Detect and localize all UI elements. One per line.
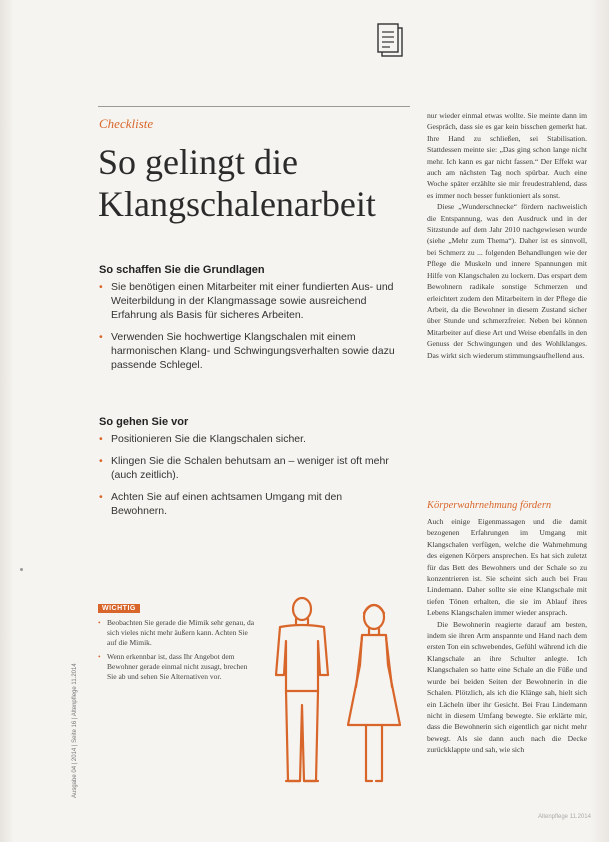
list-item: • Achten Sie auf einen achtsamen Umgang mit den Bewohnern. [99,490,399,518]
notice-list [98,618,258,686]
side-caption-text: Ausgabe 04 | 2014 | Seite 16 | Altenpflege 11.2014 [72,663,78,798]
paragraph: Diese „Wunderschnecke“ fördern nachweislich die Entspannung, was den Ausdruck und in der Sitzstunde auf dem Jahr 2010 nachgewiesen wurde (siehe „Mehr zum Thema“). Daher ist es sinnvoll, bei Schmerz zu ... folgenden Behandlungen wie der Pflege die Muskeln und innere Spannungen mit Hilfe von Klangschalen zu lockern. Das erspart dem Bewohnern radikale sonstige Schmerzen und erleichtert zudem den Mitarbeitern in der Pflege die Arbeit, da die Bewohner in diesem Zustand sicher über Stunde und schmerzfreier. Neben bei können Mitarbeiter auf diese Art und Weise ebenfalls in den Genuss der Schwingungen und des Wohlklanges. Das wirkt sich wiederum stimmungsaufhellend aus. [427,202,587,360]
document-icon [376,22,406,62]
section-heading-body-awareness: Körperwahrnehmung fördern [427,500,552,511]
list-item: • Sie benötigen einen Mitarbeiter mit einer fundierten Aus- und Weiterbildung in der Klangmassage sowie ausreichend Erfahrung als Basis für sicheres Arbeiten. [99,280,399,322]
paragraph: Auch einige Eigenmassagen und die damit bezogenen Erfahrungen im Umgang mit Klangschalen verfügen, welche die Wahrnehmung des eigenen Körpers ansprechen. Es hat sich zuletzt für das Bett des Bewohners und der Schale so zu konzentrieren ist. Sie scheint sich auch bei Frau Lindemann. Daher sollte sie eine Klangschale mit tiefen Tönen erhalten, die sie im Ablauf ihres Lebens Klangschalen immer wieder ansprach. [427,517,587,618]
paragraph: Die Bewohnerin reagierte darauf am besten, indem sie ihren Arm anspannte und Hand nach dem ersten Ton ein schwebendes, Gefühl während ich die Klangschale an ihre Schulter anlegte. Ich Klangschalen so hatte eine Schale an die Füße und wurde bei beiden Seiten der Bewohnerin in die Schalen. Plötzlich, als ich die Klänge sah, hielt sich ein Lächeln über ihr Gesicht. Bei Frau Lindemann nicht in diesem Umfang bewegte. Sie erklärte mir, dass die Bewohnerin sich eigentlich gar nicht mehr bewegt. Als sie dann auch nach die Decke zurückklappte und sah, wie sich [427,619,588,755]
right-column-top [427,110,587,361]
section-heading-basics: So schaffen Sie die Grundlagen [99,264,265,276]
section-heading-procedure: So gehen Sie vor [99,416,189,428]
list-item: • Positionieren Sie die Klangschalen sicher. [99,432,399,446]
list-item: • Beobachten Sie gerade die Mimik sehr genau, da sich vieles nicht mehr äußern kann. Achten Sie auf die Mimik. [98,618,258,648]
paragraph: nur wieder einmal etwas wollte. Sie meinte dann im Gespräch, dass sie es gar kein bisschen gemerkt hat. Ihre Hand zu schließen, sei Stabilisation. Stattdessen meinte sie: „Das ging schon lange nicht mehr. Ich kann es gar nicht fassen.“ Der Effekt war auch am nächsten Tag noch spürbar. Auch eine Woche später erzählte sie mir freudestrahlend, dass es immer noch besser funktioniert als sonst. [427,111,587,200]
right-column-bottom [427,516,587,756]
people-illustration [262,595,412,795]
notice-label: WICHTIG [98,604,140,613]
list-item: • Klingen Sie die Schalen behutsam an – weniger ist oft mehr (auch zeitlich). [99,454,399,482]
page-footer: Altenpflege 11.2014 [538,814,591,820]
list-item: • Wenn erkennbar ist, dass Ihr Angebot dem Bewohner gerade einmal nicht zusagt, brechen Sie ab und sehen Sie Alternativen vor. [98,652,258,682]
side-caption [72,598,84,798]
list-item: • Verwenden Sie hochwertige Klangschalen mit einem harmonischen Klang- und Schwingungsverhalten sowie dazu passende Schlegel. [99,330,399,372]
header-rule [98,106,410,107]
margin-mark [20,568,23,571]
kicker: Checkliste [99,116,154,131]
page-title: So gelingt die Klangschalenarbeit [98,142,376,224]
procedure-list [99,432,399,526]
basics-list [99,280,399,380]
